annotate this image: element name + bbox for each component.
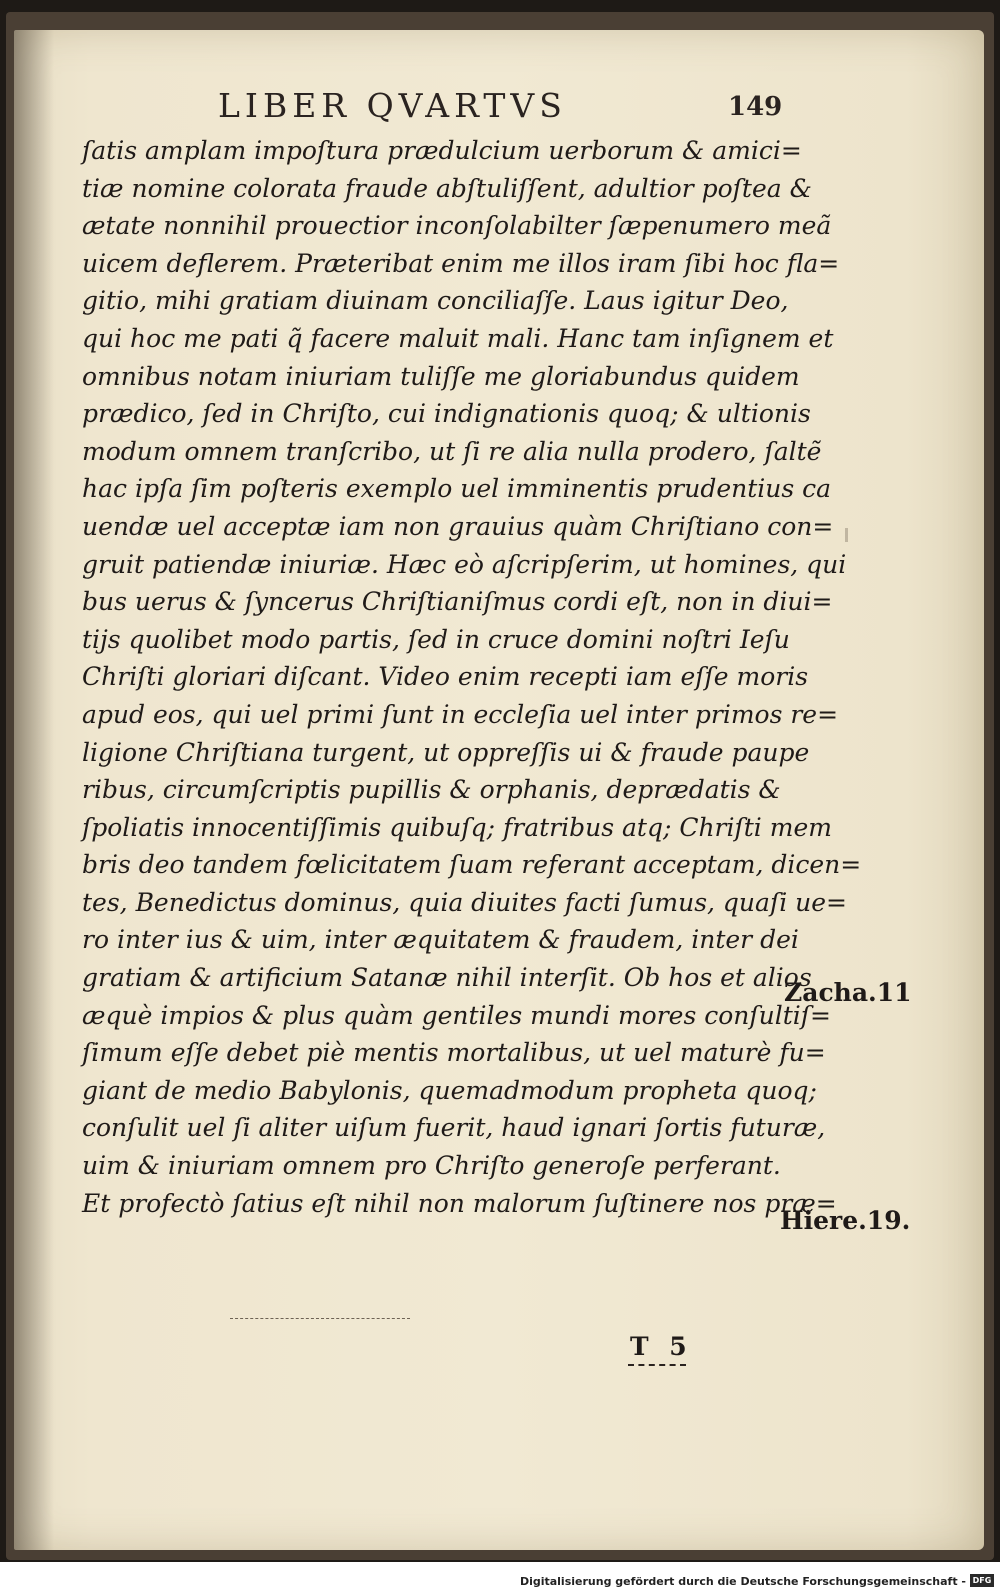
text-line: æquè impios & plus quàm gentiles mundi mores conſultiſ= <box>82 1000 831 1030</box>
text-line: ætate nonnihil prouectior inconſolabilter ſæpenumero meã <box>82 211 832 241</box>
text-line: uicem deflerem. Præteribat enim me illos iram ſibi hoc fla= <box>82 248 840 278</box>
text-line: uendæ uel acceptæ iam non grauius quàm Chriſtiano con= <box>82 511 834 541</box>
text-line: prædico, ſed in Chriſto, cui indignationis quoq; & ultionis <box>82 399 811 429</box>
text-line: Chriſti gloriari diſcant. Video enim recepti iam eſſe moris <box>82 662 809 692</box>
signature-mark: T 5 <box>630 1332 693 1361</box>
faint-rule <box>230 1318 410 1320</box>
text-line: ro inter ius & uim, inter æquitatem & fraudem, inter dei <box>82 925 799 955</box>
text-line: ſimum eſſe debet piè mentis mortalibus, ut uel maturè fu= <box>82 1038 826 1068</box>
dfg-logo-icon: DFG <box>970 1574 994 1587</box>
text-line: gitio, mihi gratiam diuinam conciliaſſe. Laus igitur Deo, <box>82 286 789 316</box>
text-line: gratiam & artificium Satanæ nihil interſit. Ob hos et alios <box>82 963 812 993</box>
page-gutter-shadow <box>14 30 54 1550</box>
text-line: bus uerus & ſyncerus Chriſtianiſmus cordi eſt, non in diui= <box>82 587 833 617</box>
text-line: giant de medio Babylonis, quemadmodum propheta quoq; <box>82 1075 817 1105</box>
digitization-footer <box>0 1562 1000 1596</box>
text-line: gruit patiendæ iniuriæ. Hæc eò aſcripſerim, ut homines, qui <box>82 549 847 579</box>
text-line: tijs quolibet modo partis, ſed in cruce domini noſtri Ieſu <box>82 624 790 654</box>
text-line: conſulit uel ſi aliter uiſum fuerit, haud ignari ſortis futuræ, <box>82 1113 826 1143</box>
text-line: apud eos, qui uel primi ſunt in eccleſia uel inter primos re= <box>82 699 839 729</box>
text-line: ligione Chriſtiana turgent, ut oppreſſis ui & fraude paupe <box>82 737 810 767</box>
margin-note-hieremias: Hiere.19. <box>780 1206 911 1235</box>
footer-credit: Digitalisierung gefördert durch die Deutsche Forschungsgemeinschaft - <box>519 1575 966 1588</box>
paper-mark <box>845 528 848 542</box>
text-line: qui hoc me pati q̃ facere maluit mali. Hanc tam inſignem et <box>82 323 834 353</box>
text-line: ribus, circumſcriptis pupillis & orphanis, deprædatis & <box>82 775 781 805</box>
folio-number: 149 <box>728 92 783 122</box>
text-line: bris deo tandem fœlicitatem ſuam referant acceptam, dicen= <box>82 850 862 880</box>
text-line: omnibus notam iniuriam tuliſſe me gloriabundus quidem <box>82 361 800 391</box>
text-line: modum omnem tranſcribo, ut ſi re alia nulla prodero, ſaltẽ <box>82 436 822 466</box>
text-line: hac ipſa ſim poſteris exemplo uel imminentis prudentius ca <box>82 474 832 504</box>
text-line: tes, Benedictus dominus, quia diuites facti ſumus, quaſi ue= <box>82 887 847 917</box>
text-line: Et profectò ſatius eſt nihil non malorum ſuſtinere nos præ= <box>82 1188 837 1218</box>
text-line: ſatis amplam impoſtura prædulcium uerborum & amici= <box>82 136 802 165</box>
page-header <box>0 86 1000 126</box>
signature-rule <box>628 1364 686 1368</box>
running-head: LIBER QVARTVS <box>218 86 567 125</box>
text-line: ſpoliatis innocentiſſimis quibuſq; fratribus atq; Chriſti mem <box>82 812 832 842</box>
margin-note-zacharias: Zacha.11 <box>784 978 912 1007</box>
text-line: tiæ nomine colorata fraude abſtuliſſent, adultior poſtea & <box>82 173 812 203</box>
text-line: uim & iniuriam omnem pro Chriſto generoſe perferant. <box>82 1151 781 1181</box>
